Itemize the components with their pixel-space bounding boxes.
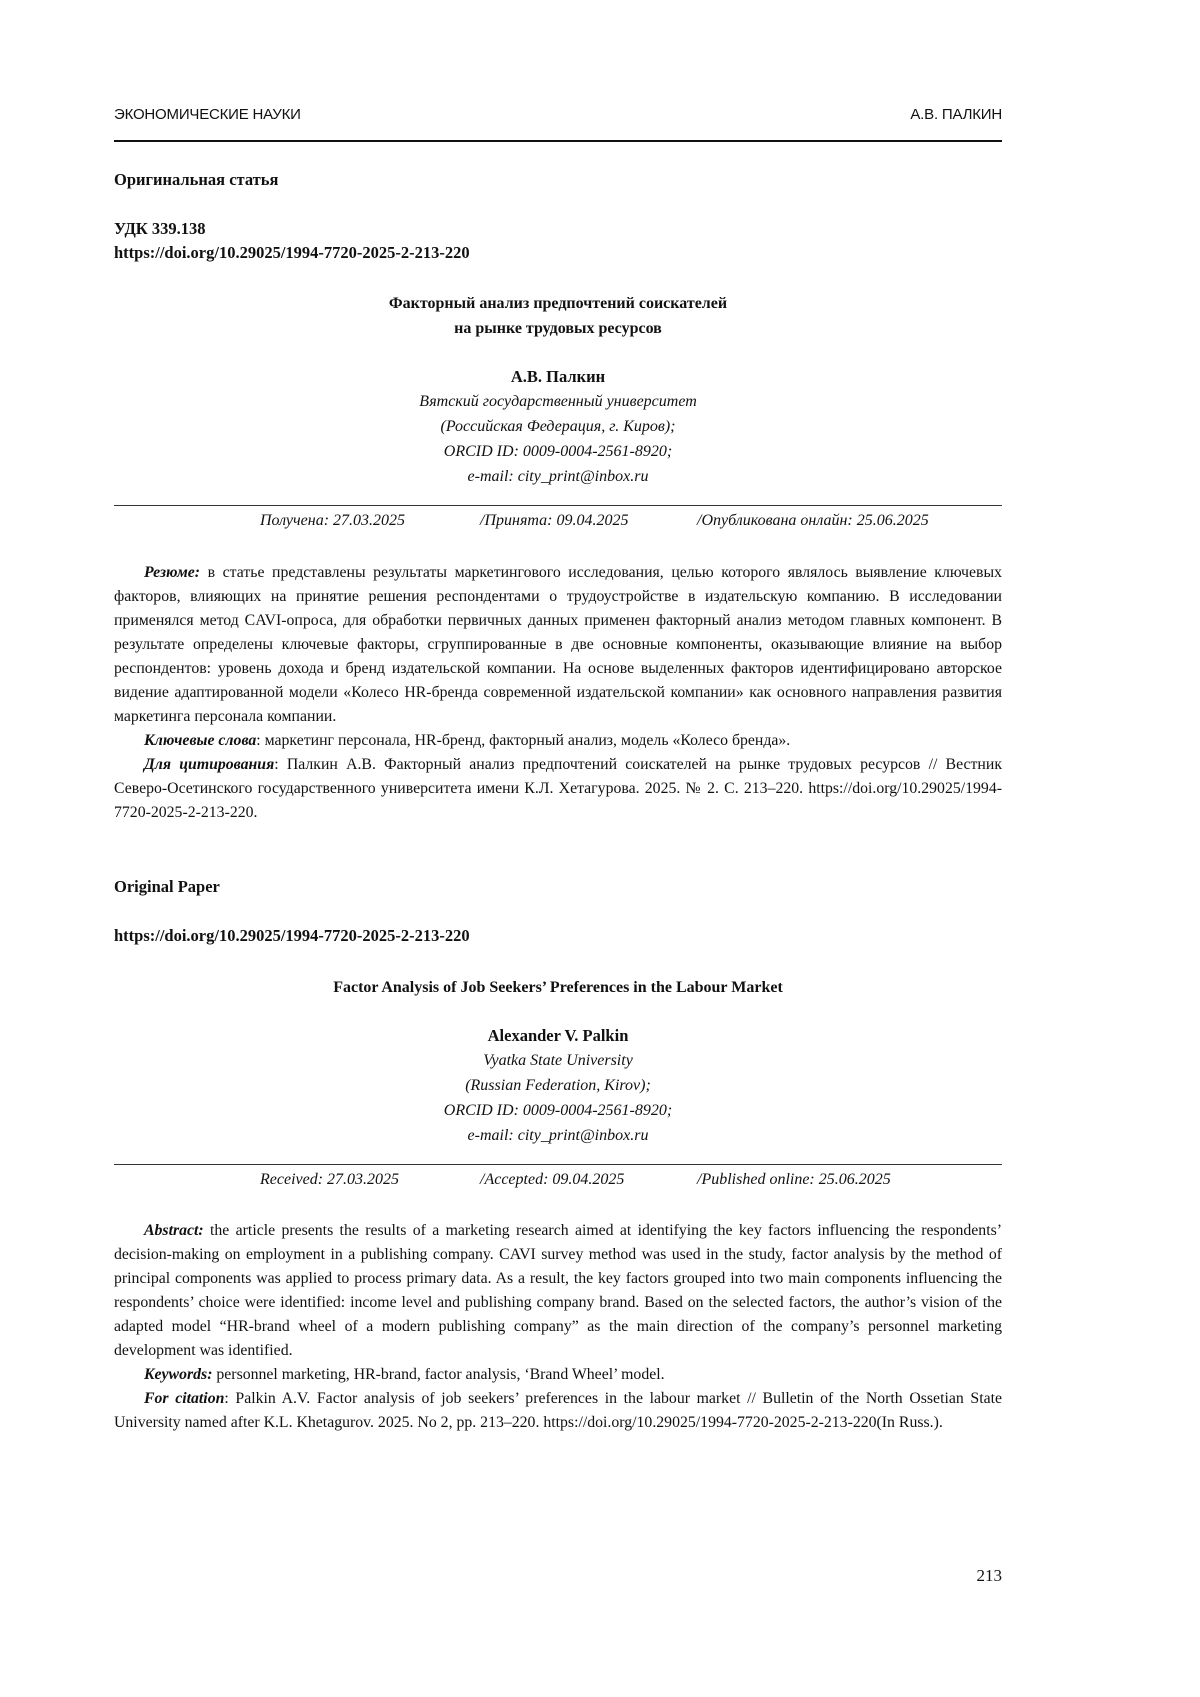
author-block-en <box>114 1024 1002 1148</box>
doi-link-ru[interactable]: https://doi.org/10.29025/1994-7720-2025-2-213-220 <box>114 243 470 262</box>
affiliation-en: Vyatka State University <box>483 1052 633 1069</box>
orcid-en: ORCID ID: 0009-0004-2561-8920; <box>443 1102 673 1119</box>
keywords-ru <box>114 729 1002 753</box>
author-block-ru <box>114 365 1002 489</box>
abstract-label-en: Abstract: <box>144 1222 204 1239</box>
keywords-en <box>114 1363 1002 1387</box>
keywords-text-en: personnel marketing, HR-brand, factor analysis, ‘Brand Wheel’ model. <box>212 1366 665 1383</box>
separator-rule-en <box>114 1164 1002 1165</box>
citation-text-en: : Palkin A.V. Factor analysis of job seekers’ preferences in the labour market // Bulletin of the North Ossetian State University named after K.L. Khetagurov. 2025. No 2, pp. 213–220. https://doi.org/10.29025/1994-7720-2025-2-213-220(In Russ.). <box>114 1390 1002 1431</box>
abstract-section-en <box>114 1219 1002 1435</box>
affiliation-country-en: (Russian Federation, Kirov); <box>465 1077 651 1094</box>
page-number: 213 <box>976 1566 1002 1585</box>
article-type-ru: Оригинальная статья <box>114 170 279 189</box>
title-ru-line2: на рынке трудовых ресурсов <box>454 320 662 337</box>
keywords-label-ru: Ключевые слова <box>144 732 257 749</box>
accepted-date-en: /Accepted: 09.04.2025 <box>480 1171 625 1188</box>
abstract-en <box>114 1219 1002 1363</box>
separator-rule-ru <box>114 505 1002 506</box>
doi-link-en[interactable]: https://doi.org/10.29025/1994-7720-2025-2-213-220 <box>114 926 470 945</box>
orcid-ru: ORCID ID: 0009-0004-2561-8920; <box>443 443 673 460</box>
article-type-en: Original Paper <box>114 877 220 896</box>
keywords-label-en: Keywords: <box>144 1366 213 1383</box>
published-date-en: /Published online: 25.06.2025 <box>697 1171 891 1188</box>
title-ru-line1: Факторный анализ предпочтений соискателей <box>388 295 728 312</box>
keywords-text-ru: : маркетинг персонала, HR-бренд, факторный анализ, модель «Колесо бренда». <box>256 732 791 749</box>
citation-text-ru: : Палкин А.В. Факторный анализ предпочтений соискателей на рынке трудовых ресурсов // Вестник Северо-Осетинского государственного университета имени К.Л. Хетагурова. 2025. № 2. С. 213–220. https://doi.org/10.29025/1994-7720-2025-2-213-220. <box>114 756 1003 821</box>
abstract-label-ru: Резюме: <box>144 564 201 581</box>
received-date-en: Received: 27.03.2025 <box>260 1171 400 1188</box>
abstract-text-ru: в статье представлены результаты маркетингового исследования, целью которого являлось выявление ключевых факторов, влияющих на принятие решения респондентами о трудоустройстве в издательскую компанию. В исследовании применялся метод CAVI-опроса, для обработки первичных данных применен факторный анализ методом главных компонент. В результате определены ключевые факторы, сгруппированные в две основные компоненты, оказывающие влияние на выбор респондентов: уровень дохода и бренд издательской компании. На основе выделенных факторов идентифицировано авторское видение адаптированной модели «Колесо HR-бренда современной издательской компании» как основного направления развития маркетинга персонала компании. <box>114 564 1002 725</box>
affiliation-country-ru: (Российская Федерация, г. Киров); <box>440 418 676 435</box>
running-header <box>114 106 1002 142</box>
author-name-ru: А.В. Палкин <box>510 367 606 386</box>
email-en[interactable]: e-mail: city_print@inbox.ru <box>467 1127 649 1144</box>
citation-ru <box>114 753 1002 825</box>
header-rule <box>114 140 1002 142</box>
received-date-ru: Получена: 27.03.2025 <box>260 512 406 529</box>
abstract-section-ru <box>114 561 1002 825</box>
title-en: Factor Analysis of Job Seekers’ Preferences in the Labour Market <box>333 979 783 996</box>
udk-label: УДК 339.138 <box>114 219 206 238</box>
citation-label-ru: Для цитирования <box>144 756 275 773</box>
author-name-en: Alexander V. Palkin <box>487 1026 629 1045</box>
abstract-ru <box>114 561 1002 729</box>
citation-en <box>114 1387 1002 1435</box>
citation-label-en: For citation <box>144 1390 225 1407</box>
accepted-date-ru: /Принята: 09.04.2025 <box>480 512 629 529</box>
title-ru <box>114 291 1002 341</box>
published-date-ru: /Опубликована онлайн: 25.06.2025 <box>697 512 929 529</box>
abstract-text-en: the article presents the results of a marketing research aimed at identifying the key factors influencing the respondents’ decision-making on employment in a publishing company. CAVI survey method was used in the study, factor analysis by the method of principal components was applied to process primary data. As a result, the key factors grouped into two main components influencing the respondents’ choice were identified: income level and publishing company brand. Based on the selected factors, the author’s vision of the adapted model “HR-brand wheel of a modern publishing company” as the main direction of the company’s personnel marketing development was identified. <box>114 1222 1002 1359</box>
author-running-head: А.В. ПАЛКИН <box>910 106 1002 123</box>
affiliation-ru: Вятский государственный университет <box>419 393 697 410</box>
email-ru[interactable]: e-mail: city_print@inbox.ru <box>467 468 649 485</box>
journal-section-label: ЭКОНОМИЧЕСКИЕ НАУКИ <box>114 106 301 123</box>
